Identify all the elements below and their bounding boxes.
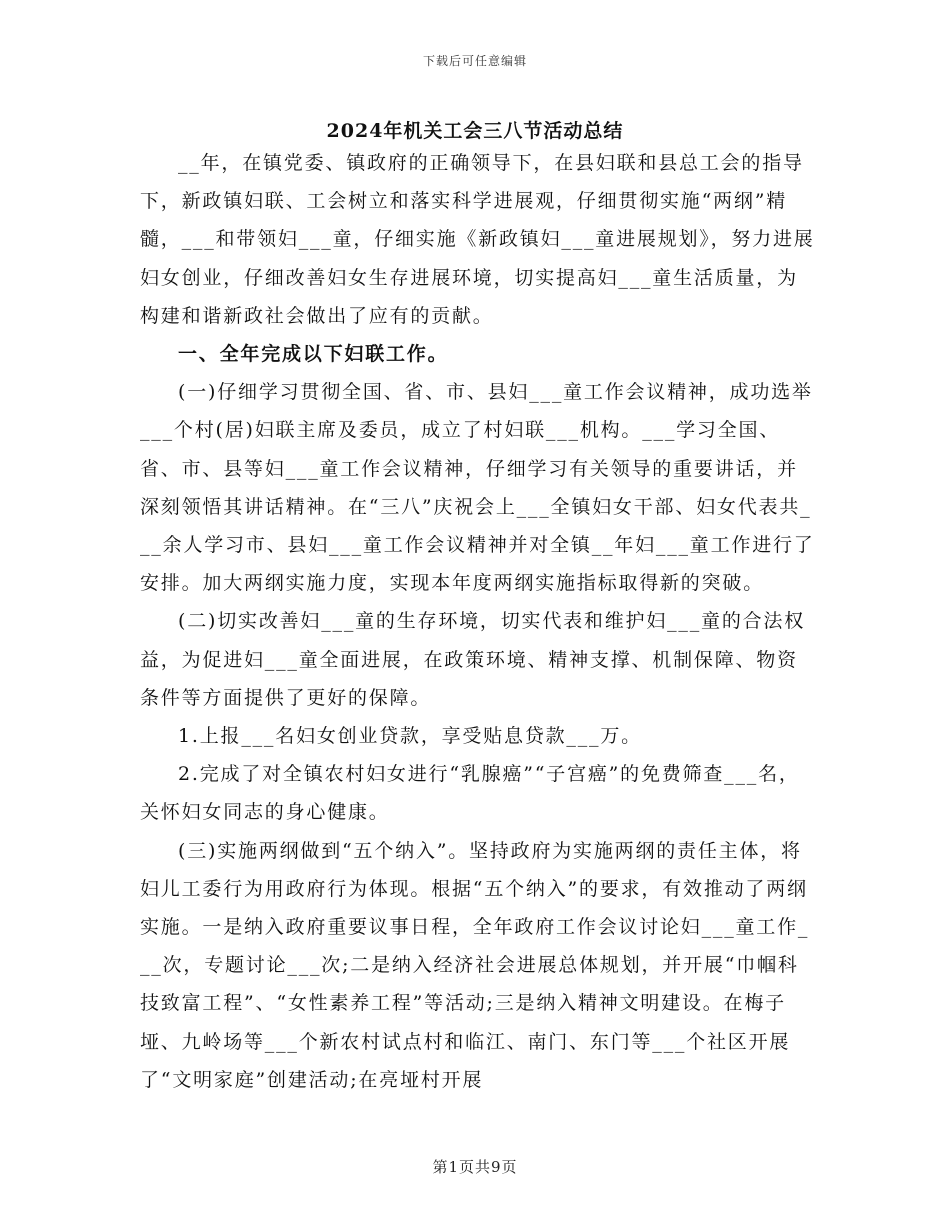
list-item: 1.上报___名妇女创业贷款，享受贴息贷款___万。 bbox=[178, 725, 642, 748]
body-paragraph: (二)切实改善妇___童的生存环境，切实代表和维护妇___童的合法权益，为促进妇___童全面进展，在政策环境、精神支撑、机制保障、物资条件等方面提供了更好的保障。 bbox=[140, 610, 806, 709]
document-title: 2024年机关工会三八节活动总结 bbox=[326, 120, 624, 142]
list-item: 2.完成了对全镇农村妇女进行“乳腺癌”“子宫癌”的免费筛查___名，关怀妇女同志的身心健康。 bbox=[140, 763, 800, 824]
section-heading: 一、全年完成以下妇联工作。 bbox=[178, 343, 449, 366]
page-header-note: 下载后可任意编辑 bbox=[422, 54, 527, 68]
body-paragraph: (三)实施两纲做到“五个纳入”。坚持政府为实施两纲的责任主体，将妇儿工委行为用政府行为体现。根据“五个纳入”的要求，有效推动了两纲实施。一是纳入政府重要议事日程，全年政府工作会议讨论妇___童工作___次，专题讨论___次;二是纳入经济社会进展总体规划，并开展“巾帼科技致富工程”、“女性素养工程”等活动;三是纳入精神文明建设。在梅子垭、九岭场等___个新农村试点村和临江、南门、东门等___个社区开展了“文明家庭”创建活动;在亮垭村开展 bbox=[140, 839, 810, 1091]
body-paragraph: (一)仔细学习贯彻全国、省、市、县妇___童工作会议精神，成功选举___个村(居)妇联主席及委员，成立了村妇联___机构。___学习全国、省、市、县等妇___童工作会议精神，仔细学习有关领导的重要讲话，并深刻领悟其讲话精神。在“三八”庆祝会上___全镇妇女干部、妇女代表共___余人学习市、县妇___童工作会议精神并对全镇__年妇___童工作进行了安排。加大两纲实施力度，实现本年度两纲实施指标取得新的突破。 bbox=[140, 381, 815, 595]
intro-paragraph: __年，在镇党委、镇政府的正确领导下，在县妇联和县总工会的指导下，新政镇妇联、工会树立和落实科学进展观，仔细贯彻实施“两纲”精髓，___和带领妇___童，仔细实施《新政镇妇___童进展规划》，努力进展妇女创业，仔细改善妇女生存进展环境，切实提高妇___童生活质量，为构建和谐新政社会做出了应有的贡献。 bbox=[140, 152, 815, 327]
document-body bbox=[140, 144, 816, 1099]
page-number: 第1页共9页 bbox=[432, 1158, 518, 1176]
